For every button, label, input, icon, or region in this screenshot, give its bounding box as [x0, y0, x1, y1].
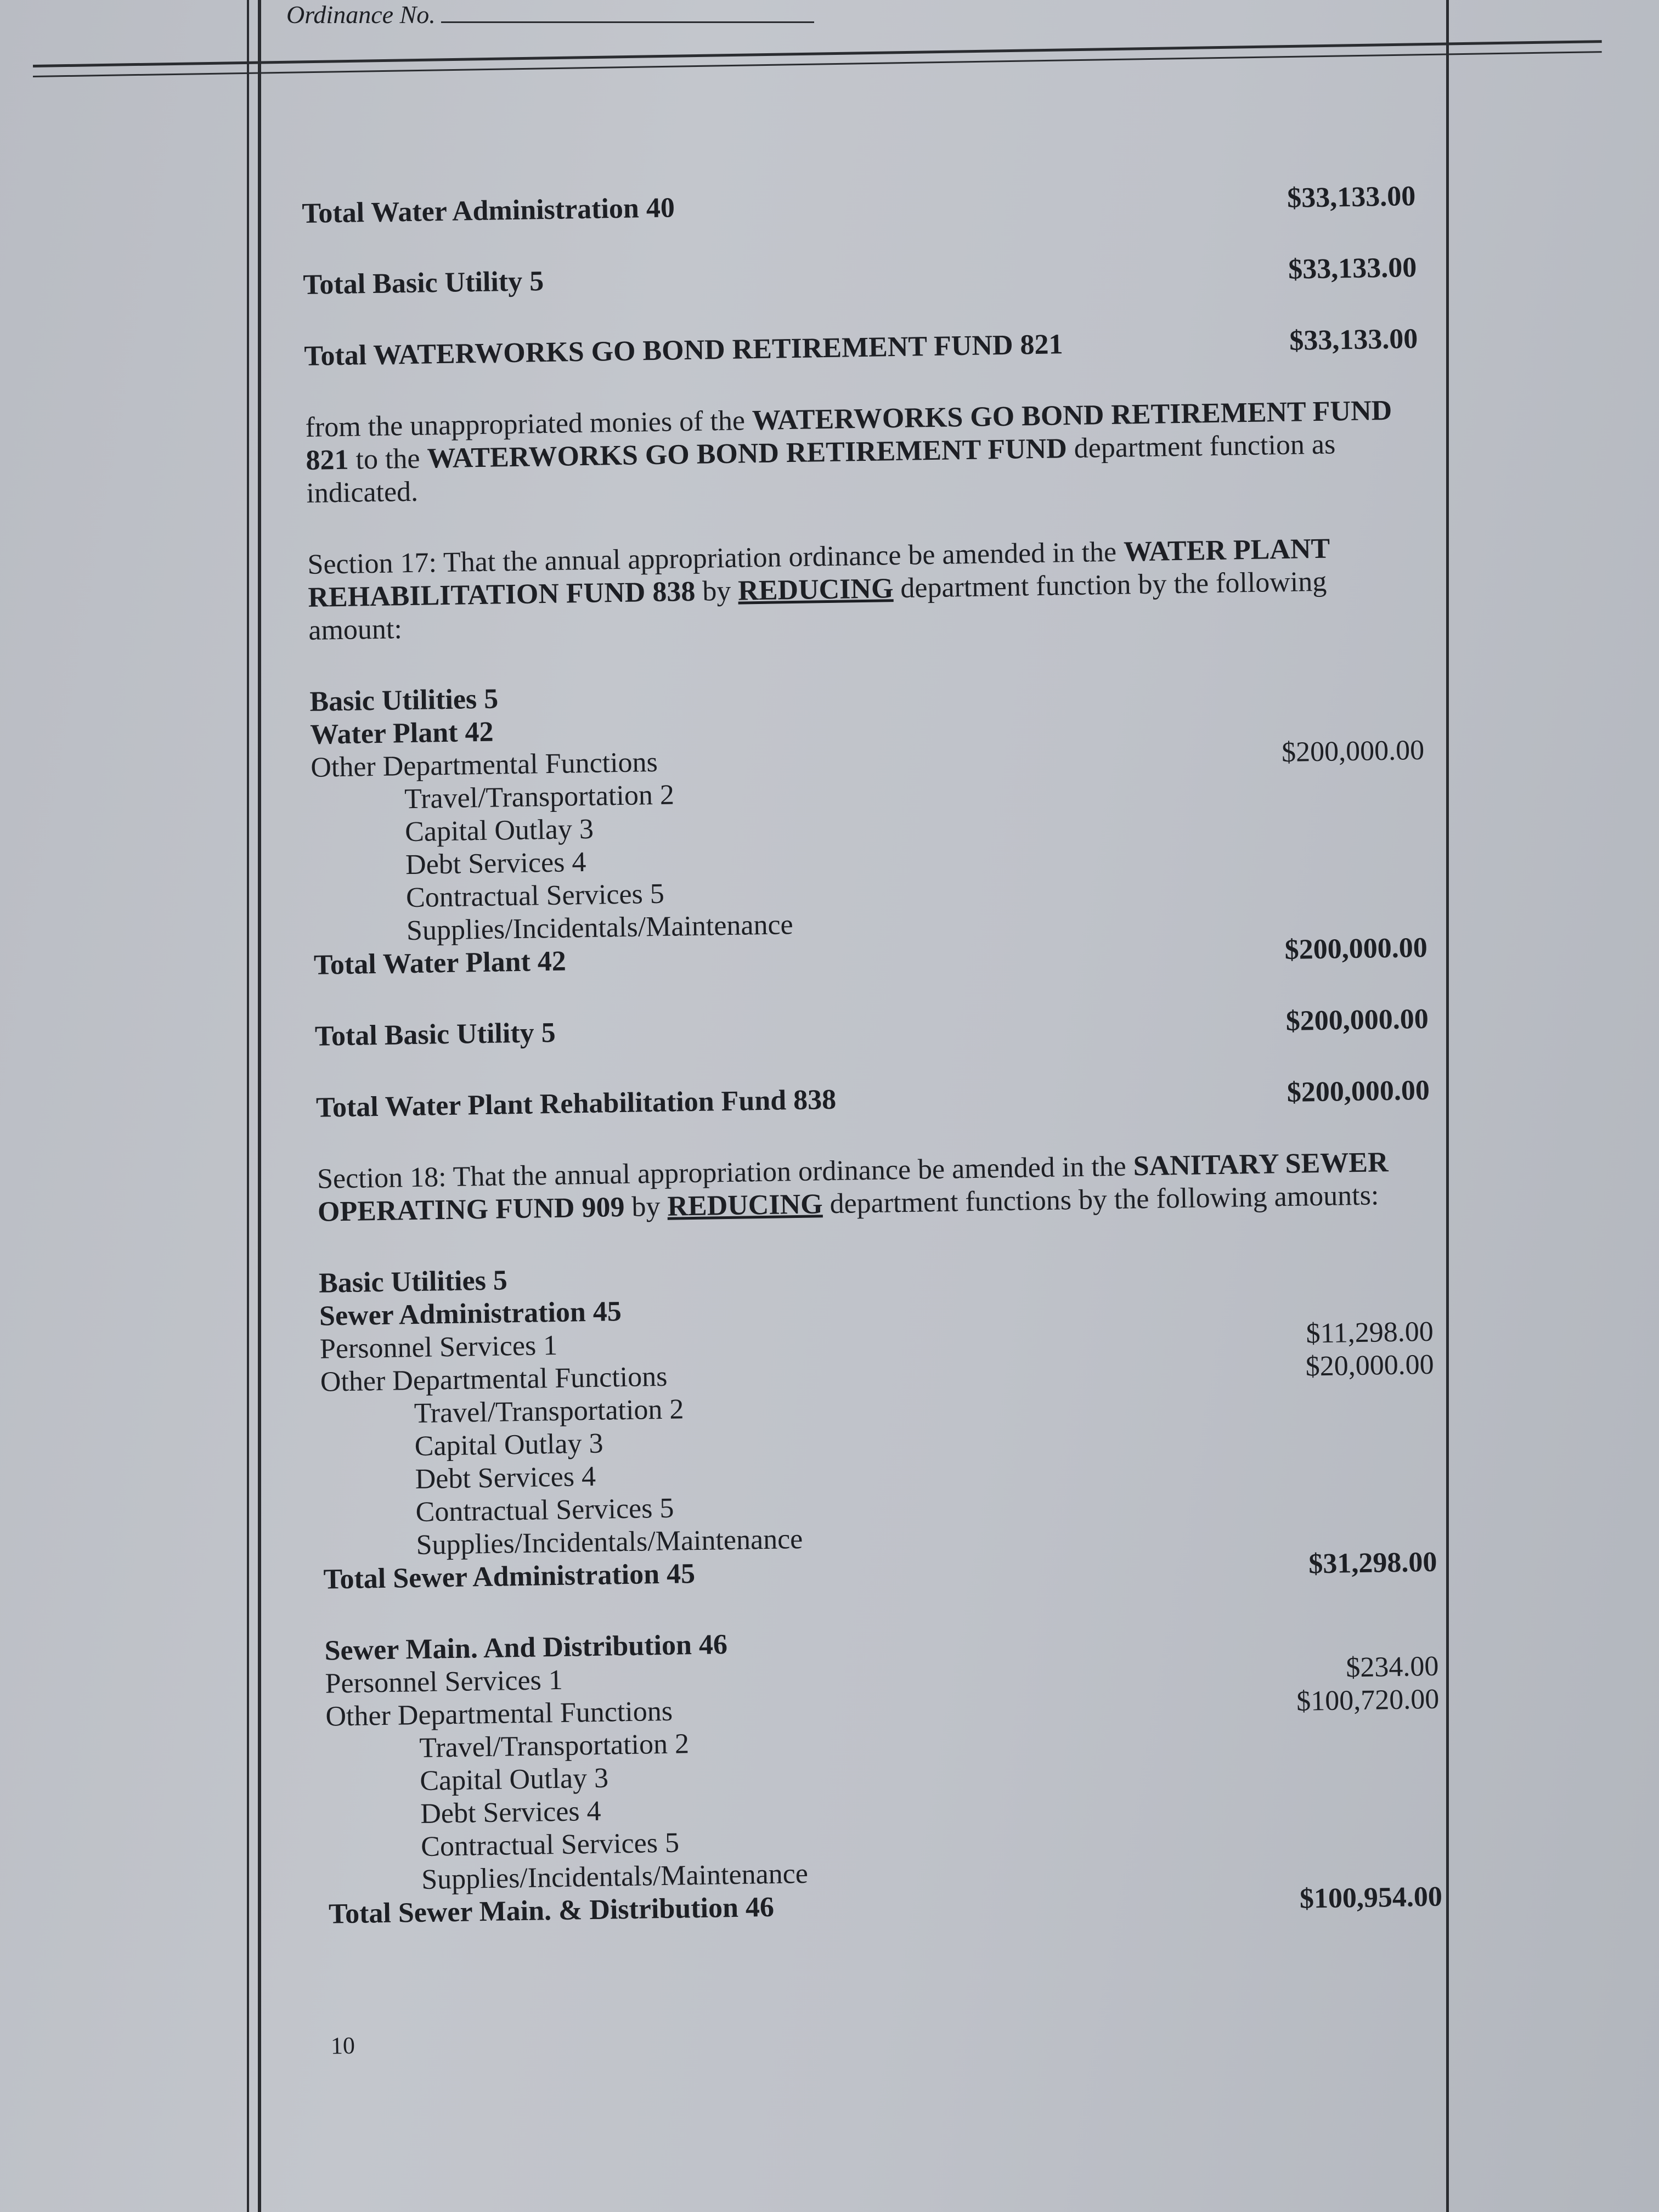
sub-item: Supplies/Incidentals/Maintenance: [406, 909, 794, 947]
line-item: Other Departmental Functions $100,720.00: [325, 1683, 1440, 1733]
sub-item: Capital Outlay 3: [404, 813, 594, 848]
line-item: Personnel Services 1 $11,298.00: [319, 1316, 1434, 1365]
department-heading: Sewer Main. And Distribution 46: [324, 1629, 728, 1667]
sub-item: Travel/Transportation 2: [404, 779, 675, 815]
sub-item: Supplies/Incidentals/Maintenance: [421, 1858, 809, 1895]
total-row: Total WATERWORKS GO BOND RETIREMENT FUND 821 $33,133.00: [304, 323, 1418, 372]
total-row: Total Water Administration 40 $33,133.00: [302, 180, 1416, 229]
sub-item: Debt Services 4: [415, 1460, 596, 1496]
sub-item: Debt Services 4: [420, 1795, 601, 1830]
ordinance-number-blank: [441, 3, 814, 23]
sub-item: Travel/Transportation 2: [414, 1393, 684, 1430]
line-item: Personnel Services 1 $234.00: [325, 1650, 1439, 1700]
sub-item: Travel/Transportation 2: [419, 1728, 690, 1764]
total-row: Total Sewer Administration 45 $31,298.00: [323, 1546, 1437, 1595]
transfer-paragraph: from the unappropriated monies of the WATERWORKS GO BOND RETIREMENT FUND 821 to the WATERWORKS GO BOND RETIREMENT FUND department function as indicated.: [305, 394, 1392, 509]
total-row: Total Sewer Main. & Distribution 46 $100,954.00: [328, 1881, 1443, 1930]
sub-item: Debt Services 4: [405, 847, 586, 881]
section-17-paragraph: Section 17: That the annual appropriation ordinance be amended in the WATER PLANT REHABILITATION FUND 838 by REDUCING department function by the following amount:: [307, 533, 1330, 646]
section-18-paragraph: Section 18: That the annual appropriation ordinance be amended in the SANITARY SEWER OPERATING FUND 909 by REDUCING department functions by the following amounts:: [317, 1147, 1389, 1228]
category-heading: Basic Utilities 5: [309, 683, 499, 718]
total-row: Total Water Plant Rehabilitation Fund 838 $200,000.00: [315, 1074, 1430, 1124]
sub-item: Contractual Services 5: [420, 1827, 680, 1863]
line-item: Other Departmental Functions $200,000.00: [310, 734, 1425, 783]
sub-item: Contractual Services 5: [405, 878, 665, 914]
category-heading: Basic Utilities 5: [318, 1265, 508, 1299]
ordinance-header: [286, 0, 814, 29]
total-row: Total Water Plant 42 $200,000.00: [313, 932, 1428, 981]
sub-item: Supplies/Incidentals/Maintenance: [416, 1523, 803, 1561]
department-heading: Water Plant 42: [309, 716, 494, 751]
sub-item: Contractual Services 5: [415, 1492, 674, 1528]
sub-item: Capital Outlay 3: [419, 1762, 609, 1797]
ordinance-label: Ordinance No.: [286, 1, 436, 29]
total-row: Total Basic Utility 5 $200,000.00: [314, 1003, 1429, 1052]
page-number: 10: [330, 2032, 356, 2059]
department-heading: Sewer Administration 45: [319, 1296, 622, 1332]
total-row: Total Basic Utility 5 $33,133.00: [303, 252, 1417, 301]
sub-item: Capital Outlay 3: [414, 1427, 603, 1463]
line-item: Other Departmental Functions $20,000.00: [320, 1348, 1435, 1398]
document-body: [302, 180, 1444, 2062]
